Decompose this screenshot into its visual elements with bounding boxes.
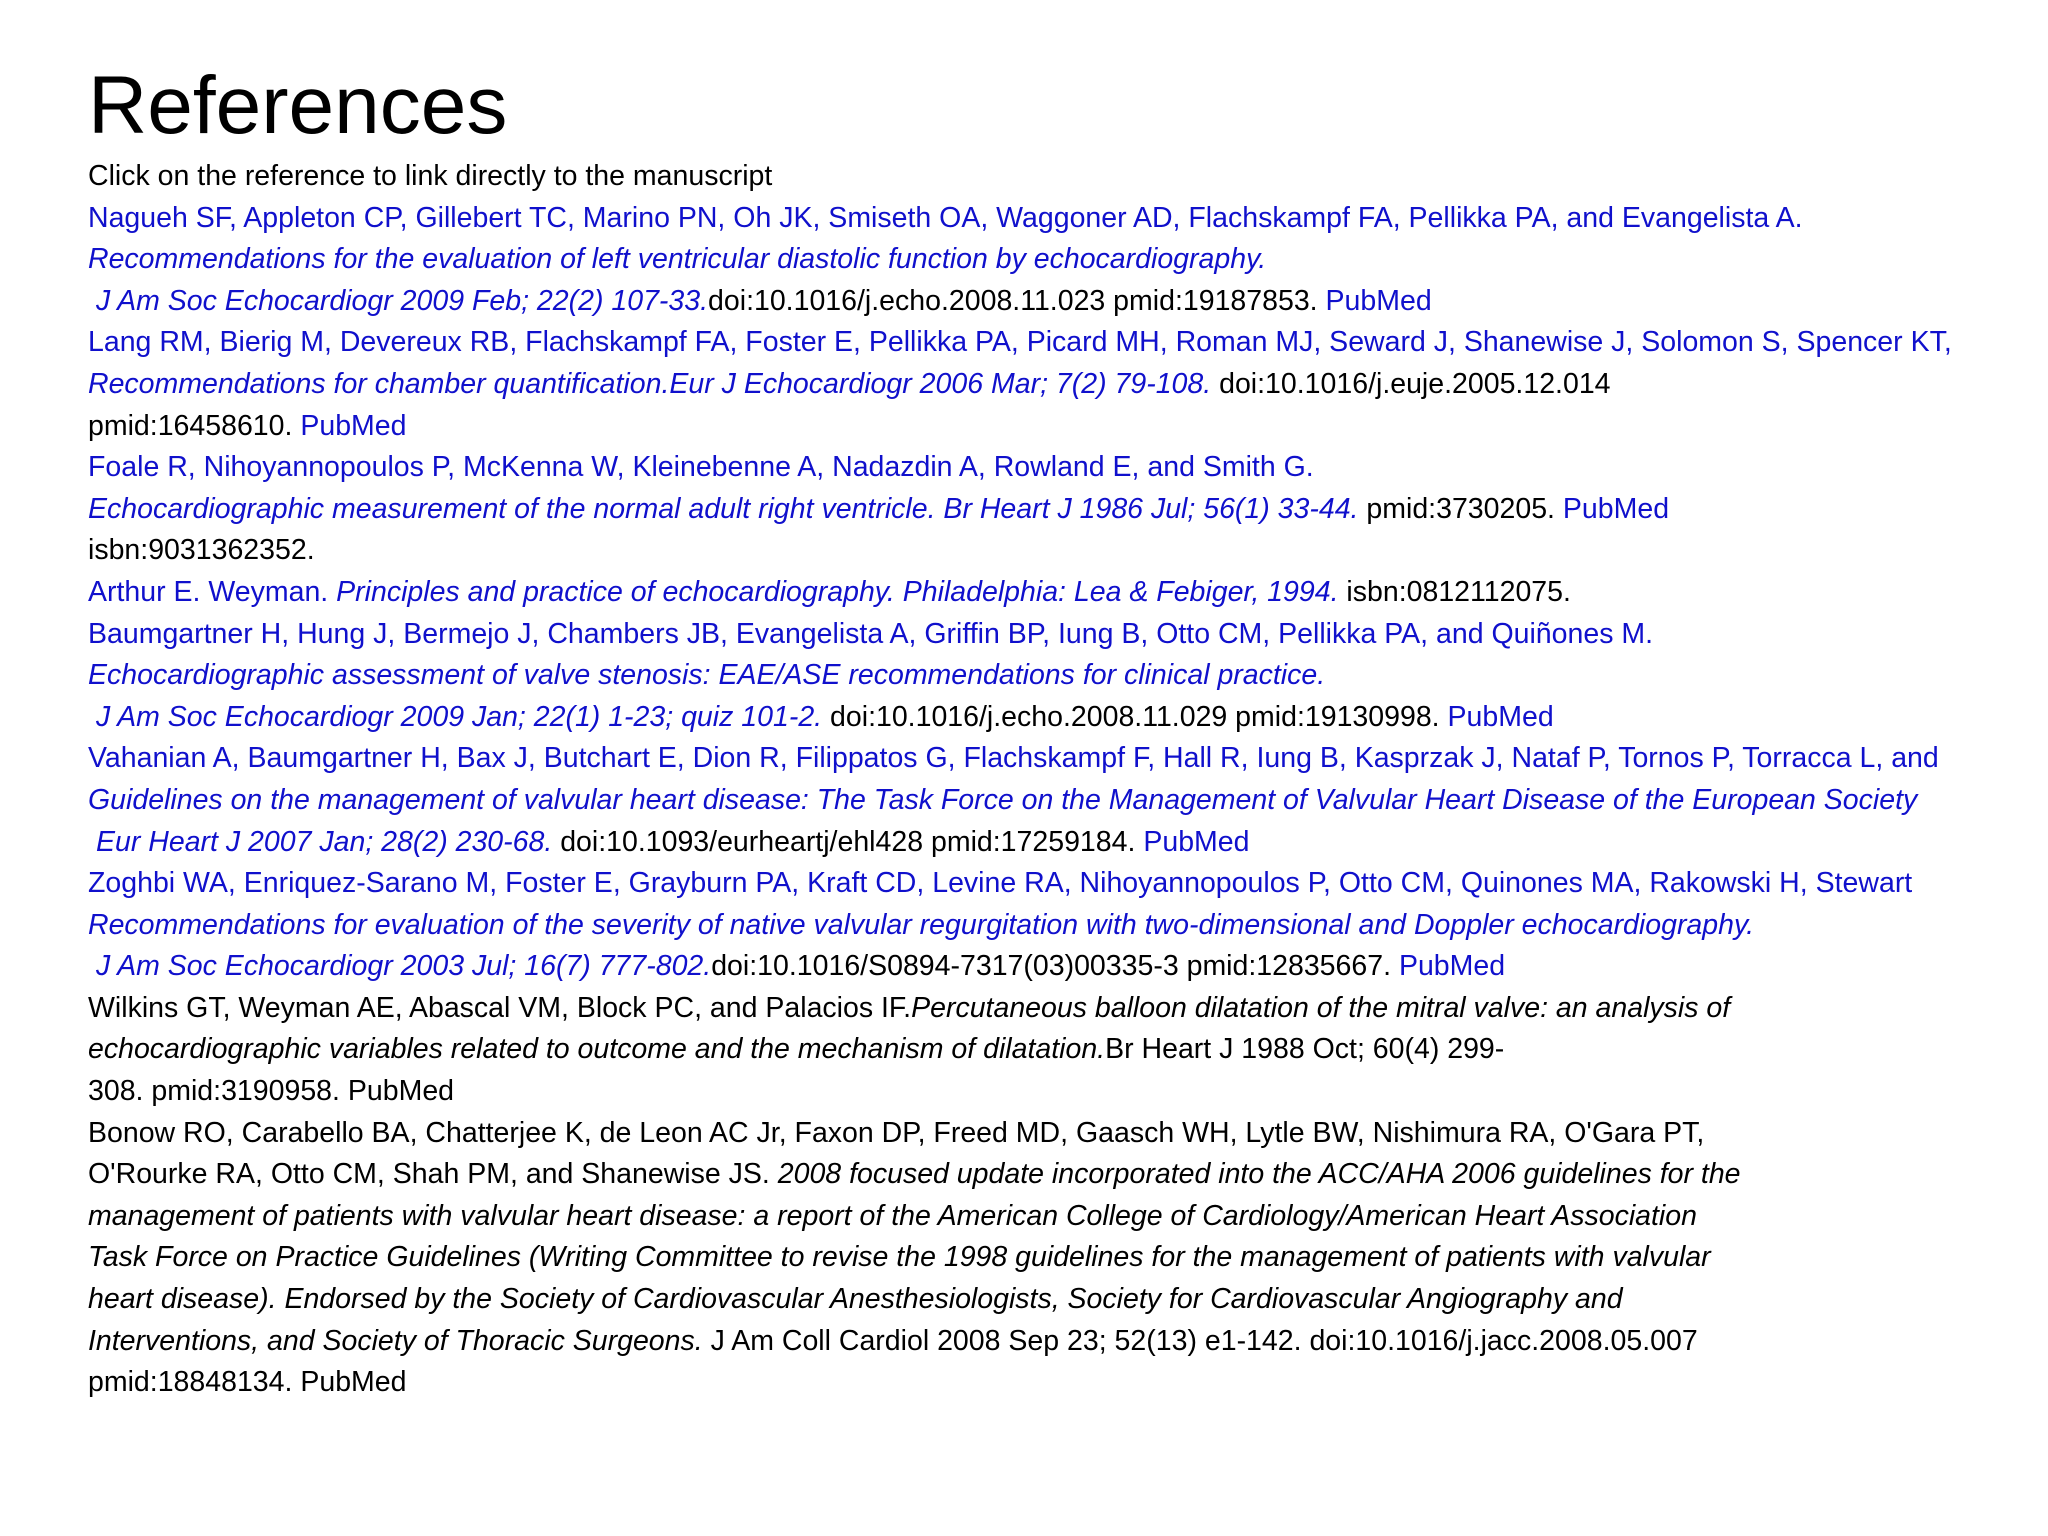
ref9-title-a: 2008 focused update incorporated into the ACC/AHA 2006 guidelines for the	[777, 1158, 1741, 1191]
ref9-authors-a: Bonow RO, Carabello BA, Chatterjee K, de Leon AC Jr, Faxon DP, Freed MD, Gaasch WH, Lytle BW, Nishimura RA, O'Gara PT,	[88, 1116, 1705, 1149]
page-title: References	[88, 60, 508, 151]
ref2-authors-link[interactable]: Lang RM, Bierig M, Devereux RB, Flachskampf FA, Foster E, Pellikka PA, Picard MH, Roman MJ, Seward J, Shanewise J, Solomon S, Spencer KT,	[88, 326, 1952, 359]
ref5-journal-link[interactable]: J Am Soc Echocardiogr 2009 Jan; 22(1) 1-23; quiz 101-2.	[96, 700, 823, 733]
ref8-journal-b: 308. pmid:3190958. PubMed	[88, 1075, 455, 1108]
ref3-pubmed-link[interactable]: PubMed	[1562, 492, 1670, 525]
ref3-title-link[interactable]: Echocardiographic measurement of the normal adult right ventricle. Br Heart J 1986 Jul; 56(1) 33-44.	[88, 492, 1359, 525]
reference-list	[88, 156, 2048, 1404]
ref4-title-link[interactable]: Principles and practice of echocardiography. Philadelphia: Lea & Febiger, 1994.	[336, 575, 1339, 608]
ref7-pubmed-link[interactable]: PubMed	[1398, 950, 1506, 983]
ref6-title-link[interactable]: Guidelines on the management of valvular heart disease: The Task Force on the Management of Valvular Heart Disease of the European Society	[88, 783, 1918, 816]
ref1-title-link[interactable]: Recommendations for the evaluation of left ventricular diastolic function by echocardiography.	[88, 243, 1267, 276]
ref7-authors-link[interactable]: Zoghbi WA, Enriquez-Sarano M, Foster E, Grayburn PA, Kraft CD, Levine RA, Nihoyannopoulos P, Otto CM, Quinones MA, Rakowski H, Stewart	[88, 867, 1913, 900]
ref8-title-b: echocardiographic variables related to outcome and the mechanism of dilatation.	[88, 1033, 1106, 1066]
intro-text: Click on the reference to link directly to the manuscript	[88, 160, 773, 192]
ref2-doi: doi:10.1016/j.euje.2005.12.014	[1219, 367, 1611, 400]
ref6-ids: doi:10.1093/eurheartj/ehl428 pmid:17259184.	[560, 825, 1136, 858]
ref6-authors-link[interactable]: Vahanian A, Baumgartner H, Bax J, Butchart E, Dion R, Filippatos G, Flachskampf F, Hall R, Iung B, Kasprzak J, Nataf P, Tornos P, Torracca L, and	[88, 742, 1939, 775]
ref1-ids: doi:10.1016/j.echo.2008.11.023 pmid:19187853.	[708, 284, 1318, 317]
ref3-isbn: isbn:9031362352.	[88, 534, 315, 567]
ref2-pmid: pmid:16458610.	[88, 409, 293, 442]
ref6-pubmed-link[interactable]: PubMed	[1143, 825, 1250, 858]
ref8-journal-a: Br Heart J 1988 Oct; 60(4) 299-	[1105, 1033, 1505, 1066]
ref7-title-link[interactable]: Recommendations for evaluation of the severity of native valvular regurgitation with two-dimensional and Doppler echocardiography.	[88, 908, 1755, 941]
ref9-authors-b: O'Rourke RA, Otto CM, Shah PM, and Shanewise JS.	[88, 1158, 770, 1191]
ref8-authors: Wilkins GT, Weyman AE, Abascal VM, Block PC, and Palacios IF.	[88, 991, 912, 1024]
ref7-ids: doi:10.1016/S0894-7317(03)00335-3 pmid:12835667.	[711, 950, 1392, 983]
ref9-pmid: pmid:18848134. PubMed	[88, 1366, 407, 1399]
ref5-pubmed-link[interactable]: PubMed	[1447, 700, 1554, 733]
ref5-title-link[interactable]: Echocardiographic assessment of valve stenosis: EAE/ASE recommendations for clinical practice.	[88, 659, 1326, 692]
ref4-author-link[interactable]: Arthur E. Weyman.	[88, 575, 329, 608]
ref1-journal-link[interactable]: J Am Soc Echocardiogr 2009 Feb; 22(2) 107-33.	[96, 284, 709, 317]
ref8-title-a: Percutaneous balloon dilatation of the mitral valve: an analysis of	[911, 991, 1731, 1024]
ref9-journal: J Am Coll Cardiol 2008 Sep 23; 52(13) e1-142. doi:10.1016/j.jacc.2008.05.007	[710, 1324, 1698, 1357]
ref9-title-b: management of patients with valvular heart disease: a report of the American College of Cardiology/American Heart Association	[88, 1199, 1697, 1232]
ref4-isbn: isbn:0812112075.	[1346, 575, 1571, 608]
ref5-ids: doi:10.1016/j.echo.2008.11.029 pmid:19130998.	[830, 700, 1440, 733]
ref7-journal-link[interactable]: J Am Soc Echocardiogr 2003 Jul; 16(7) 777-802.	[96, 950, 712, 983]
ref9-title-d: heart disease). Endorsed by the Society of Cardiovascular Anesthesiologists, Society for Cardiovascular Angiography and	[88, 1283, 1623, 1316]
ref2-pubmed-link[interactable]: PubMed	[300, 409, 407, 442]
ref3-pmid: pmid:3730205.	[1366, 492, 1555, 525]
ref5-authors-link[interactable]: Baumgartner H, Hung J, Bermejo J, Chambers JB, Evangelista A, Griffin BP, Iung B, Otto CM, Pellikka PA, and Quiñones M.	[88, 617, 1654, 650]
ref9-title-c: Task Force on Practice Guidelines (Writing Committee to revise the 1998 guidelines for the management of patients with valvular	[88, 1241, 1711, 1274]
ref9-title-e: Interventions, and Society of Thoracic Surgeons.	[88, 1324, 703, 1357]
ref6-journal-link[interactable]: Eur Heart J 2007 Jan; 28(2) 230-68.	[96, 825, 553, 858]
ref1-authors-link[interactable]: Nagueh SF, Appleton CP, Gillebert TC, Marino PN, Oh JK, Smiseth OA, Waggoner AD, Flachskampf FA, Pellikka PA, and Evangelista A.	[88, 201, 1803, 234]
ref2-title-link[interactable]: Recommendations for chamber quantification.Eur J Echocardiogr 2006 Mar; 7(2) 79-108.	[88, 367, 1212, 400]
ref1-pubmed-link[interactable]: PubMed	[1325, 284, 1432, 317]
ref3-authors-link[interactable]: Foale R, Nihoyannopoulos P, McKenna W, Kleinebenne A, Nadazdin A, Rowland E, and Smith G.	[88, 451, 1314, 484]
